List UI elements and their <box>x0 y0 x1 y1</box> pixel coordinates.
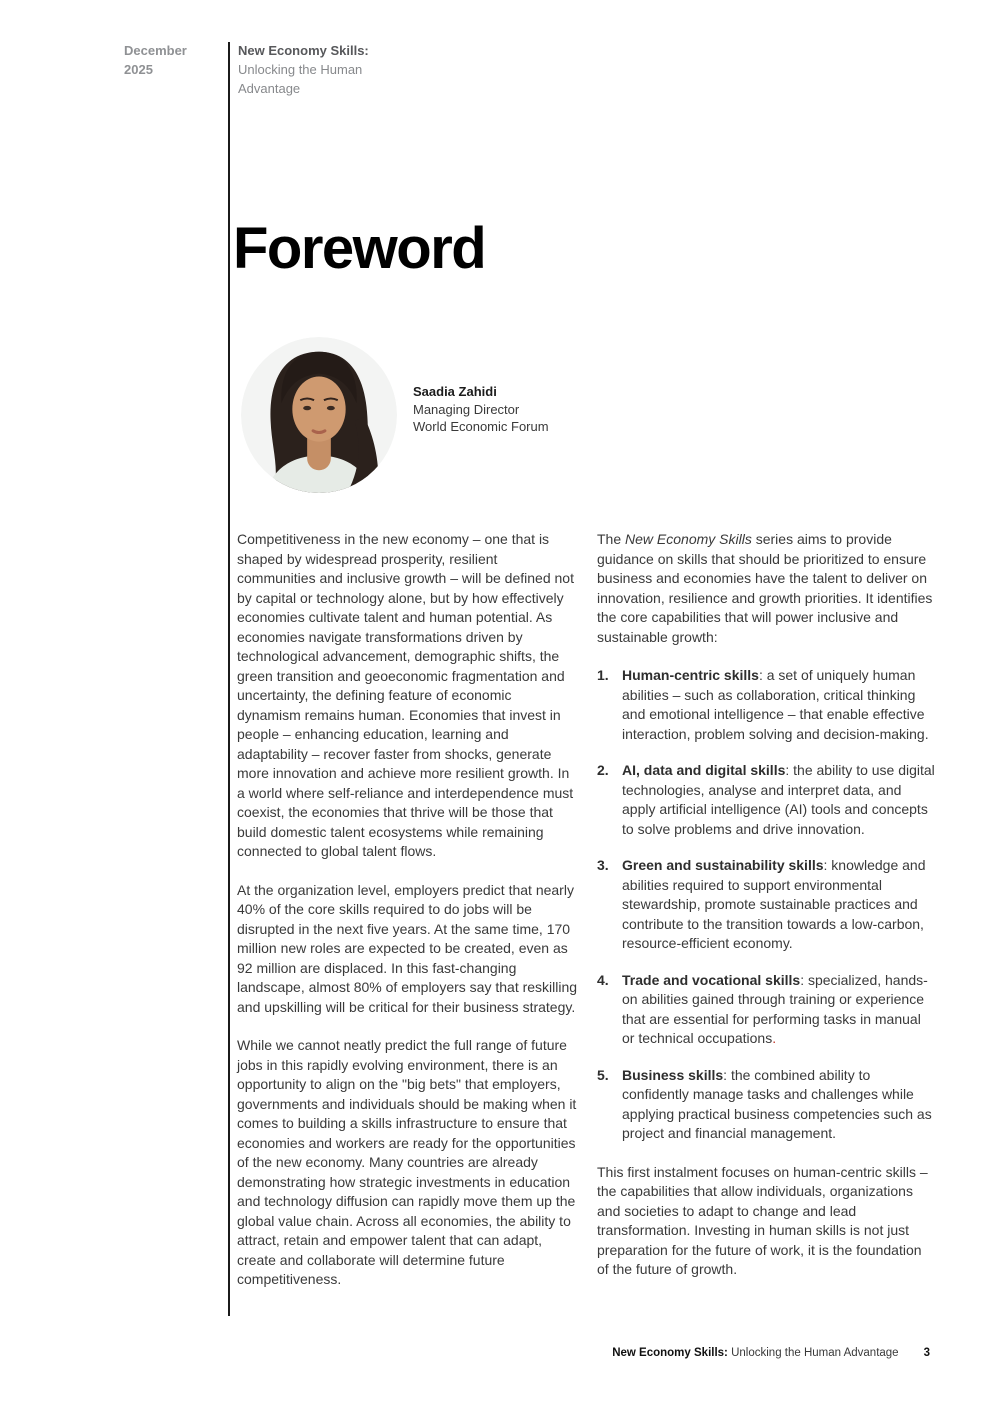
footer-title-bold: New Economy Skills: <box>612 1347 728 1359</box>
list-item-text <box>622 856 935 954</box>
series-title-line3: Advantage <box>238 81 301 96</box>
paragraph: Competitiveness in the new economy – one that is shaped by widespread prosperity, resilient communities and inclusive growth – will be defined not by capital or technology alone, but by how effectively economies cultivate talent and human potential. As economies navigate transformations driven by technological advancement, demographic shifts, the green transition and geoeconomic fragmentation and uncertainty, the defining feature of economic dynamism remains human. Economies that invest in people – enhancing education, learning and adaptability – recover faster from shocks, generate more innovation and achieve more resilient growth. In a world where self-reliance and interdependence must coexist, the economies that thrive will be those that build domestic talent ecosystems while remaining connected to global talent flows. <box>237 531 574 859</box>
body-column-left <box>237 530 578 1309</box>
portrait-illustration <box>240 336 398 494</box>
list-item <box>597 761 935 839</box>
skill-description: : knowledge and abilities required to support environmental stewardship, promote sustainable practices and contribute to the transition towards a low-carbon, resource-efficient economy. <box>622 857 926 951</box>
paragraph: While we cannot neatly predict the full range of future jobs in this rapidly evolving environment, there is an opportunity to align on the "big bets" that employers, governments and individuals should be making when it comes to building a skills infrastructure to ensure that economies and workers are ready for the opportunities of the new economy. Many countries are already demonstrating how strategic investments in education and technology diffusion can rapidly move them up the global value chain. Across all economies, the ability to attract, retain and empower talent that can adapt, create and collaborate will determine future competitiveness. <box>237 1037 577 1287</box>
skill-description: : specialized, hands-on abilities gained through training or experience that are essential for performing tasks in manual or technical occupations <box>622 971 928 1046</box>
skills-list <box>597 666 935 1144</box>
list-item-number: 4. <box>597 971 609 988</box>
skill-name: Green and sustainability skills <box>622 857 824 873</box>
skill-name: AI, data and digital skills <box>622 762 786 778</box>
footer-title-rest: Unlocking the Human Advantage <box>727 1347 899 1359</box>
page-title: Foreword <box>233 216 486 281</box>
paragraph <box>597 530 935 647</box>
skill-name: Trade and vocational skills <box>622 971 801 988</box>
list-item-text <box>622 761 935 839</box>
list-item-number: 3. <box>597 857 609 873</box>
paragraph: At the organization level, employers predict that nearly 40% of the core skills required to do jobs will be disrupted in the next five years. At the same time, 170 million new roles are expected to be created, even as 92 million are displaced. In this fast-changing landscape, almost 80% of employers say that reskilling and upskilling will be critical for their business strategy. <box>237 881 578 1015</box>
skill-name: Human-centric skills <box>622 667 759 683</box>
series-title-line2: Unlocking the Human <box>238 62 363 77</box>
footer-title <box>612 1346 898 1361</box>
skill-description: : the ability to use digital technologies, analyse and interpret data, and apply artificial intelligence (AI) tools and concepts to solve problems and drive innovation. <box>622 762 935 837</box>
author-block <box>413 383 549 436</box>
list-item-text <box>622 971 935 1049</box>
report-series-title <box>238 41 408 98</box>
red-period: . <box>772 1030 777 1046</box>
list-item <box>597 666 935 744</box>
skill-description: : a set of uniquely human abilities – such as collaboration, critical thinking and emotional intelligence – that enable effective interaction, problem solving and decision-making. <box>622 667 929 742</box>
list-item <box>597 971 935 1049</box>
paragraph: This first instalment focuses on human-centric skills – the capabilities that allow individuals, organizations and societies to adapt to change and lead transformation. Investing in human skills is not just preparation for the future of work, it is the foundation of the future of growth. <box>597 1163 928 1277</box>
intro-prefix: The <box>597 531 626 547</box>
list-item <box>597 1066 935 1144</box>
list-item-text <box>622 666 935 744</box>
skill-name: Business skills <box>622 1066 724 1083</box>
publication-date: December 2025 <box>124 43 187 77</box>
skill-description: : the combined ability to confidently manage tasks and challenges while applying practical business competencies such as project and financial management. <box>622 1066 932 1141</box>
author-org: World Economic Forum <box>413 419 549 434</box>
series-name-italic: New Economy Skills <box>625 531 752 547</box>
list-item <box>597 856 935 954</box>
author-name: Saadia Zahidi <box>413 384 497 399</box>
author-role: Managing Director <box>413 401 520 417</box>
page-footer <box>612 1346 930 1361</box>
vertical-rule <box>228 42 230 1316</box>
list-item-number: 2. <box>597 762 609 778</box>
list-item-number: 5. <box>597 1066 609 1083</box>
page-number: 3 <box>923 1347 930 1359</box>
intro-rest: series aims to provide guidance on skills that should be prioritized to ensure business and economies have the talent to deliver on innovation, resilience and growth priorities. It identifies the core capabilities that will power inclusive and sustainable growth: <box>597 531 933 645</box>
series-title-bold: New Economy Skills: <box>238 43 369 58</box>
author-photo <box>240 336 398 494</box>
list-item-text <box>622 1066 935 1144</box>
list-item-number: 1. <box>597 667 609 683</box>
body-column-right <box>597 530 935 1299</box>
